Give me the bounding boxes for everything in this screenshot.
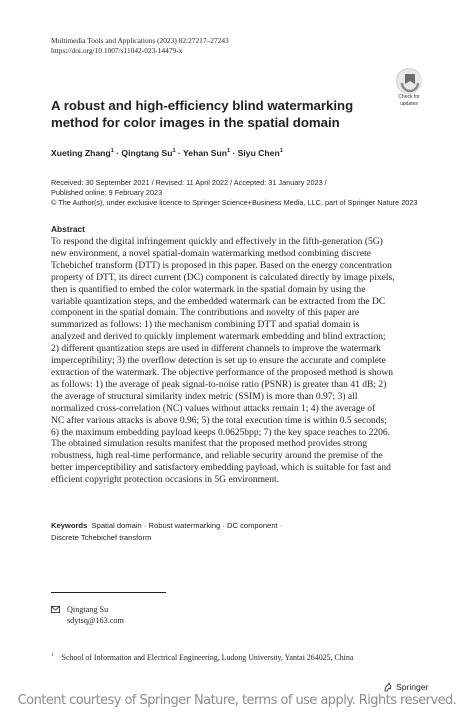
abstract-line: the average of structural similarity index metric (SSIM) is more than 0.97; 3) all <box>51 390 358 402</box>
badge-label-2: updates <box>400 100 418 107</box>
abstract-line: The obtained simulation results manifest that the proposed method provides strong <box>51 438 368 450</box>
dates-line: Published online: 9 February 2023 <box>51 188 163 197</box>
abstract-line: 2) different quantization steps are used in different channels to improve the watermark <box>51 343 381 355</box>
abstract-body <box>51 236 423 486</box>
author-name[interactable]: Qingtang Su <box>121 148 173 158</box>
abstract-line: analyzed and derived to quickly implement watermark embedding and blind extraction; <box>51 331 386 343</box>
abstract-line: property of DTT, its direct current (DC) component is calculated directly by image pixels, <box>51 271 395 283</box>
paper-title <box>51 97 371 131</box>
abstract-line: efficient copyright protection occasions in 5G environment. <box>51 474 280 486</box>
keywords-line: Spatial domain · Robust watermarking · DC component · <box>91 521 283 530</box>
springer-horse-icon <box>383 682 393 692</box>
abstract-line: then is quantified to embed the color watermark in the spatial domain by using the <box>51 283 366 295</box>
publisher-name: Springer <box>396 682 429 692</box>
keywords-line: Discrete Tchebichef transform <box>51 533 152 542</box>
abstract-line: component in the spatial domain. The contributions and novelty of this paper are <box>51 307 360 319</box>
abstract-line: as follows: 1) the average of peak signal-to-noise ratio (PSNR) is greater than 41 dB; 2) <box>51 378 387 390</box>
title-line: A robust and high-efficiency blind watermarking <box>51 98 354 113</box>
title-line: method for color images in the spatial domain <box>51 115 340 130</box>
badge-label-1: Check for <box>398 94 420 100</box>
affil-marker: 1 <box>110 148 114 155</box>
affil-marker: 1 <box>279 148 283 155</box>
footnote-divider <box>51 592 166 593</box>
affil-marker: 1 <box>172 148 176 155</box>
copyright-line: © The Author(s), under exclusive licence to Springer Science+Business Media, LLC, part of Springer Nature 2023 <box>51 198 418 207</box>
abstract-line: new environment, a novel spatial-domain watermarking method combining discrete <box>51 247 371 259</box>
journal-citation: Multimedia Tools and Applications (2023) 82:27217–27243 <box>51 36 229 45</box>
affiliation-text: School of Information and Electrical Engineering, Ludong University, Yantai 264025, China <box>61 653 354 662</box>
publication-dates <box>51 178 441 208</box>
abstract-line: NC after various attacks is above 0.96; 5) the total execution time is within 0.5 seconds; <box>51 414 387 426</box>
keywords-label: Keywords <box>51 521 88 530</box>
author-name[interactable]: Siyu Chen <box>237 148 280 158</box>
abstract-line: extraction of the watermark. The objective performance of the proposed method is shown <box>51 366 394 378</box>
abstract-line: robustness, high real-time performance, and reliable security around the premise of the <box>51 450 383 462</box>
abstract-line: summarized as follows: 1) the mechanism combining DTT and spatial domain is <box>51 319 360 331</box>
affiliation-footnote <box>51 653 353 662</box>
abstract-line: 6) the maximum embedding payload keeps 0.0625bpp; 7) the key space reaches to 2206. <box>51 426 391 438</box>
abstract-line: better imperceptibility and satisfactory embedding payload, which is suitable for fast and <box>51 462 391 474</box>
crossmark-icon <box>396 68 422 94</box>
doi-link[interactable]: https://doi.org/10.1007/s11042-023-14479-x <box>51 46 183 55</box>
courtesy-notice: Content courtesy of Springer Nature, terms of use apply. Rights reserved. <box>17 693 457 708</box>
abstract-line: normalized cross-correlation (NC) values without attacks remain 1; 4) the average of <box>51 402 376 414</box>
abstract-line: To respond the digital infringement quickly and effectively in the fifth-generation (5G) <box>51 236 383 247</box>
affil-marker: 1 <box>226 148 231 155</box>
author-name[interactable]: Yehan Sun <box>183 148 227 158</box>
envelope-icon <box>51 604 60 616</box>
author-name[interactable]: Xueting Zhang <box>51 148 111 158</box>
keywords-block <box>51 520 423 544</box>
abstract-line: imperceptibility; 3) the overflow detection is set up to ensure the accurate and complete <box>51 355 386 367</box>
abstract-line: variable quantization steps, and the embedded watermark can be extracted from the DC <box>51 295 386 307</box>
check-for-updates-badge[interactable] <box>393 68 425 107</box>
author-list: Xueting Zhang$^1$ · Qingtang $Su^1$ · Yehan Sun$^1$ · Siyu Chen$^1$ <box>51 148 283 158</box>
contact-email[interactable]: sdytsq@163.com <box>67 616 124 625</box>
contact-name: Qingtang Su <box>67 605 109 614</box>
journal-header <box>51 36 229 56</box>
abstract-heading: Abstract <box>51 224 85 234</box>
abstract-line: Tchebichef transform (DTT) is proposed in this paper. Based on the energy concentration <box>51 259 392 271</box>
corresponding-author <box>51 604 124 626</box>
dates-line: Received: 30 September 2021 / Revised: 11 April 2022 / Accepted: 31 January 2023 / <box>51 178 327 187</box>
publisher-logo <box>383 682 428 692</box>
affil-number: 1 <box>51 653 54 658</box>
